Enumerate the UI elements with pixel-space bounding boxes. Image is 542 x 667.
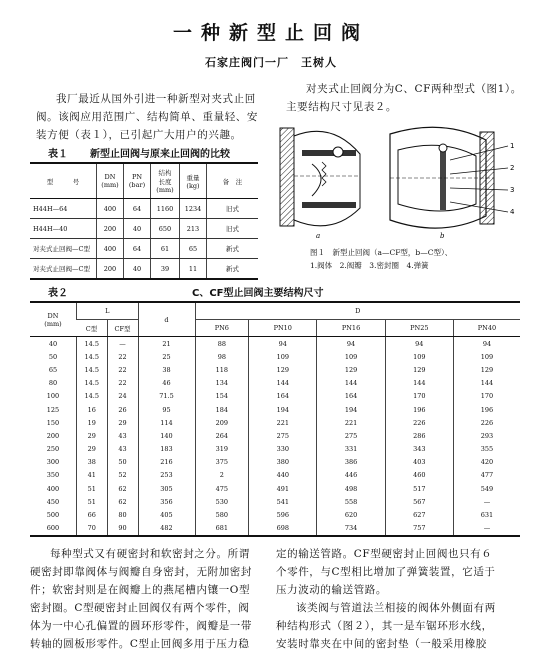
cell-l-c: 14.5 [77,363,108,376]
cell-d: 356 [138,495,195,508]
cell-pn16: 620 [317,508,385,521]
table-row [30,337,520,351]
cell-pn40: 129 [453,363,520,376]
cell-pn: 64 [124,239,151,259]
cell-l-c: 14.5 [77,390,108,403]
intro-left-line: 阀。该阀应用范围广、结构简单、重量轻、安 [36,111,258,123]
cell-weight: 213 [180,219,207,239]
author-line: 石家庄阀门一厂 王树人 [205,56,337,69]
table-row [30,259,258,280]
cell-d: 25 [138,350,195,363]
body-left-line: 件；软密封则是在阀瓣上的燕尾槽内镶一O型 [30,584,251,596]
cell-pn10: 330 [249,443,317,456]
table-row [30,199,258,219]
cell-pn25: 517 [385,482,453,495]
cell-pn25: 286 [385,429,453,442]
cell-pn16: 734 [317,522,385,536]
cell-d: 21 [138,337,195,351]
intro-right-line: 对夹式止回阀分为C、CF两种型式（图1）。 [306,83,522,95]
cell-note: 旧式 [207,219,259,239]
cell-pn40: 170 [453,390,520,403]
header-c: C型 [77,320,108,337]
header-pn16: PN16 [317,320,385,337]
cell-pn25: 460 [385,469,453,482]
cell-dn: 50 [48,352,58,361]
cell-dn: 400 [97,199,124,219]
body-left-line: 每种型式又有硬密封和软密封之分。所谓 [50,548,250,560]
cell-pn10: 109 [249,350,317,363]
cell-pn25: 129 [385,363,453,376]
cell-pn: 40 [124,219,151,239]
cell-l-cf: 29 [107,416,138,429]
cell-l-c: 29 [77,429,108,442]
cell-d: 95 [138,403,195,416]
cell-l-c: 16 [77,403,108,416]
table-header-row [30,302,520,320]
body-right [276,545,522,653]
cell-type: H44H—64 [30,199,97,219]
body-left-line: 转轴的圆板形零件。C型止回阀多用于压力稳 [30,638,250,650]
leader-line [450,146,508,160]
cell-pn10: 440 [249,469,317,482]
cell-type: 对夹式止回阀—C型 [30,259,97,280]
body-left-line: 硬密封即靠阀体与阀瓣自身密封，无附加密封 [30,566,252,578]
cell-l-cf: 62 [107,482,138,495]
cell-pn10: 491 [249,482,317,495]
cell-pn25: 144 [385,377,453,390]
cell-l-cf: 43 [107,429,138,442]
cell-l-c: 51 [77,495,108,508]
cell-pn10: 698 [249,522,317,536]
part-number-3: 3 [510,186,515,194]
table2-caption: C、CF型止回阀主要结构尺寸 [192,288,324,299]
cell-pn40: 293 [453,429,520,442]
cell-pn25: 757 [385,522,453,536]
cell-dn: 400 [46,484,60,493]
cell-pn25: 109 [385,350,453,363]
intro-right [286,80,526,116]
cell-d: 405 [138,508,195,521]
header-d-small: d [138,302,195,337]
cell-length: 61 [151,239,180,259]
cell-d: 38 [138,363,195,376]
cell-pn10: 94 [249,337,317,351]
intro-right-line: 主要结构尺寸见表２。 [286,101,397,113]
cell-pn10: 541 [249,495,317,508]
header-pn25: PN25 [385,320,453,337]
cell-pn40: 549 [453,482,520,495]
cell-d: 482 [138,522,195,536]
table-row [30,403,520,416]
body-right-line: 个零件，与C型相比增加了弹簧装置，它适于 [276,566,496,578]
cell-length: 39 [151,259,180,280]
valve-figure [272,116,520,242]
table-row [30,390,520,403]
cell-note: 新式 [207,259,259,280]
cell-pn40: 355 [453,443,520,456]
cell-pn16: 94 [317,337,385,351]
cell-pn6: 580 [195,508,249,521]
cell-d: 183 [138,443,195,456]
cell-pn16: 331 [317,443,385,456]
cell-pn16: 109 [317,350,385,363]
cell-dn: 100 [46,392,60,401]
cell-pn6: 88 [195,337,249,351]
cell-l-c: 51 [77,482,108,495]
cell-pn25: 567 [385,495,453,508]
cell-length: 650 [151,219,180,239]
body-left-line: 密封圈。C型硬密封止回阀仅有两个零件，阀 [30,602,250,614]
cell-pn16: 498 [317,482,385,495]
cell-d: 114 [138,416,195,429]
cell-d: 46 [138,377,195,390]
cell-note: 新式 [207,239,259,259]
cell-l-cf: 43 [107,443,138,456]
cell-pn40: — [453,522,520,536]
part-number-2: 2 [510,164,515,172]
table-row [30,377,520,390]
header-length: 结构 长度 (mm) [151,163,180,199]
part-number-4: 4 [510,208,515,216]
header-d-big: D [195,302,520,320]
cell-pn40: 477 [453,469,520,482]
cell-type: 对夹式止回阀—C型 [30,239,97,259]
cell-pn10: 275 [249,429,317,442]
valve-drawing-b [390,127,494,228]
cell-pn16: 386 [317,456,385,469]
header-weight: 重量 (kg) [180,163,207,199]
cell-pn10: 380 [249,456,317,469]
cell-l-c: 29 [77,443,108,456]
body-right-line: 种结构形式（图２），其一是车锯环形水线， [276,620,493,632]
cell-l-cf: 22 [107,377,138,390]
cell-pn6: 134 [195,377,249,390]
page-title: 一种新型止回阀 [172,22,369,44]
header-pn40: PN40 [453,320,520,337]
cell-pn6: 118 [195,363,249,376]
cell-pn16: 221 [317,416,385,429]
comparison-table [30,162,258,280]
leader-line [450,168,508,174]
cell-pn10: 596 [249,508,317,521]
cell-pn16: 164 [317,390,385,403]
table-row [30,363,520,376]
cell-pn40: 226 [453,416,520,429]
cell-l-cf: 90 [107,522,138,536]
cell-d: 253 [138,469,195,482]
cell-pn6: 209 [195,416,249,429]
cell-pn25: 196 [385,403,453,416]
body-left [30,545,266,653]
cell-d: 216 [138,456,195,469]
header-pn6: PN6 [195,320,249,337]
table-row [30,429,520,442]
cell-pn6: 2 [195,469,249,482]
cell-pn16: 446 [317,469,385,482]
cell-l-cf: 80 [107,508,138,521]
cell-l-c: 19 [77,416,108,429]
table1-caption: 新型止回阀与原来止回阀的比较 [90,149,230,160]
cell-pn25: 94 [385,337,453,351]
cell-d: 140 [138,429,195,442]
body-right-line: 安装时靠夹在中间的密封垫（一般采用橡胶 [276,638,487,650]
cell-l-c: 66 [77,508,108,521]
body-right-line: 压力波动的输送管路。 [276,584,387,596]
cell-pn: 40 [124,259,151,280]
header-note: 备 注 [207,163,259,199]
leader-line [450,188,508,190]
intro-left-line: 装方便（表１），已引起广大用户的兴趣。 [36,129,242,141]
cell-pn16: 144 [317,377,385,390]
cell-l-c: 14.5 [77,337,108,351]
table1-label: 表１ [48,149,68,160]
cell-weight: 65 [180,239,207,259]
header-type: 型 号 [30,163,97,199]
cell-dn: 150 [46,418,60,427]
table-row [30,456,520,469]
body-left-line: 体为一中心孔偏置的圆环形零件，阀瓣是一带 [30,620,252,632]
cell-pn6: 375 [195,456,249,469]
cell-l-c: 14.5 [77,350,108,363]
table-row [30,482,520,495]
body-right-line: 定的输送管路。CF型硬密封止回阀也只有６ [276,548,493,560]
cell-pn40: 420 [453,456,520,469]
cell-dn: 80 [48,379,58,388]
cell-note: 旧式 [207,199,259,219]
cell-pn6: 319 [195,443,249,456]
intro-left [36,90,276,144]
header-pn: PN (bar) [124,163,151,199]
header-pn10: PN10 [249,320,317,337]
dimensions-table [30,301,520,537]
cell-l-cf: 26 [107,403,138,416]
cell-dn: 250 [46,445,60,454]
cell-l-cf: 22 [107,350,138,363]
figure-label-b: b [440,232,445,240]
cell-dn: 40 [48,339,58,348]
header-dn: DN (mm) [97,163,124,199]
cell-pn: 64 [124,199,151,219]
cell-pn40: 631 [453,508,520,521]
cell-pn40: 109 [453,350,520,363]
table-header-row [30,163,258,199]
cell-pn25: 170 [385,390,453,403]
table-row [30,219,258,239]
leader-line [450,202,508,212]
cell-l-cf: — [107,337,138,351]
header-l: L [77,302,139,320]
cell-pn40: 196 [453,403,520,416]
cell-l-cf: 50 [107,456,138,469]
cell-pn16: 558 [317,495,385,508]
cell-dn: 200 [46,431,60,440]
cell-pn25: 403 [385,456,453,469]
table-row [30,416,520,429]
cell-dn: 350 [46,471,60,480]
cell-pn6: 264 [195,429,249,442]
table-row [30,469,520,482]
cell-pn10: 129 [249,363,317,376]
cell-l-c: 70 [77,522,108,536]
table-row [30,495,520,508]
cell-pn25: 226 [385,416,453,429]
header-cf: CF型 [107,320,138,337]
cell-pn6: 184 [195,403,249,416]
cell-l-cf: 22 [107,363,138,376]
cell-l-c: 41 [77,469,108,482]
figure-caption-line: 1.阀体 2.阀瓣 3.密封圈 4.弹簧 [310,261,429,270]
cell-dn: 65 [48,365,58,374]
cell-pn16: 129 [317,363,385,376]
cell-dn: 125 [46,405,60,414]
table-row [30,239,258,259]
cell-d: 71.5 [138,390,195,403]
cell-weight: 1234 [180,199,207,219]
cell-d: 305 [138,482,195,495]
table-row [30,350,520,363]
dimensions-table-body [30,337,520,536]
table-row [30,522,520,536]
cell-pn40: — [453,495,520,508]
cell-dn: 600 [30,522,77,536]
cell-l-cf: 24 [107,390,138,403]
intro-left-line: 我厂最近从国外引进一种新型对夹式止回 [56,93,256,105]
cell-l-cf: 52 [107,469,138,482]
cell-dn: 200 [97,259,124,280]
cell-pn6: 530 [195,495,249,508]
cell-pn6: 154 [195,390,249,403]
body-right-line: 该类阀与管道法兰相接的阀体外侧面有两 [296,602,496,614]
header-dn: DN (mm) [30,302,77,337]
cell-dn: 400 [97,239,124,259]
cell-pn10: 144 [249,377,317,390]
figure-label-a: a [316,232,321,240]
cell-pn6: 681 [195,522,249,536]
cell-pn25: 343 [385,443,453,456]
cell-pn10: 194 [249,403,317,416]
cell-pn25: 627 [385,508,453,521]
cell-pn6: 98 [195,350,249,363]
cell-l-c: 38 [77,456,108,469]
cell-dn: 450 [46,497,60,506]
table-row [30,443,520,456]
cell-l-c: 14.5 [77,377,108,390]
cell-pn16: 275 [317,429,385,442]
cell-pn6: 475 [195,482,249,495]
cell-pn10: 164 [249,390,317,403]
part-number-1: 1 [510,142,515,150]
table-subheader-row [30,320,520,337]
cell-dn: 200 [97,219,124,239]
cell-pn10: 221 [249,416,317,429]
figure-caption-line: 图１ 新型止回阀（a—CF型，b—C型）、 [310,248,453,257]
table2-label: 表２ [48,288,68,299]
cell-pn40: 144 [453,377,520,390]
cell-weight: 11 [180,259,207,280]
table-row [30,508,520,521]
cell-dn: 300 [46,458,60,467]
valve-drawing-a [280,128,360,226]
cell-pn40: 94 [453,337,520,351]
cell-type: H44H—40 [30,219,97,239]
cell-l-cf: 62 [107,495,138,508]
figure-caption [310,246,530,272]
cell-pn16: 194 [317,403,385,416]
cell-dn: 500 [46,511,60,520]
cell-length: 1160 [151,199,180,219]
